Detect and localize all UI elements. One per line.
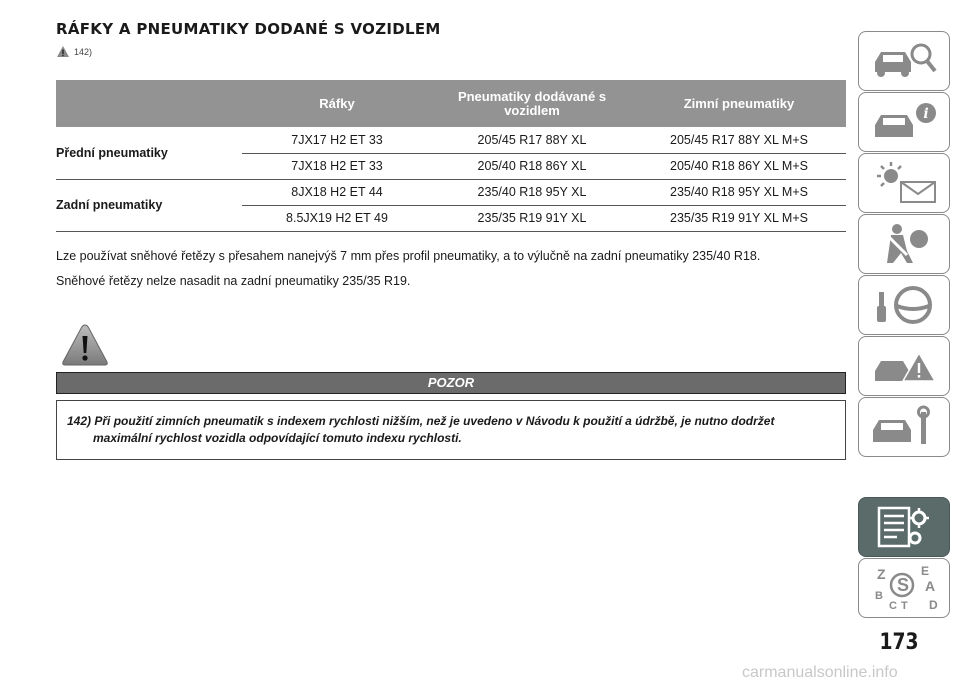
svg-text:D: D xyxy=(929,598,938,612)
svg-text:A: A xyxy=(925,578,936,594)
warning-box xyxy=(56,400,846,460)
page-title: RÁFKY A PNEUMATIKY DODANÉ S VOZIDLEM xyxy=(56,20,441,38)
svg-text:C: C xyxy=(889,600,897,612)
warning-triangle-icon xyxy=(60,322,110,368)
car-search-icon xyxy=(867,38,941,84)
chapter-tab-maintenance[interactable] xyxy=(858,397,950,457)
note-reference-number: 142) xyxy=(74,46,93,57)
note-reference xyxy=(56,45,92,58)
svg-text:B: B xyxy=(875,590,883,602)
table-cell: 8.5JX19 H2 ET 49 xyxy=(242,205,432,231)
table-cell: 205/45 R17 88Y XL M+S xyxy=(632,127,846,153)
warning-small-icon xyxy=(56,45,70,58)
chapter-tab-index[interactable] xyxy=(858,558,950,618)
chapter-tab-airbag[interactable] xyxy=(858,214,950,274)
chapter-tab-car-info[interactable] xyxy=(858,92,950,152)
table-header-empty xyxy=(56,80,242,127)
table-cell: 235/40 R18 95Y XL M+S xyxy=(632,179,846,205)
page-number: 173 xyxy=(879,630,919,655)
snow-chains-paragraph: Lze používat sněhové řetězy s přesahem nanejvýš 7 mm přes profil pneumatiky, a to výlučně na zadní pneumatiky 235/40 R18. xyxy=(56,249,761,263)
warning-heading: POZOR xyxy=(56,372,846,394)
technical-data-icon xyxy=(867,504,941,550)
watermark: carmanualsonline.info xyxy=(742,664,898,681)
chapter-tab-breakdown[interactable] xyxy=(858,336,950,396)
car-maintenance-icon xyxy=(867,404,941,450)
alphabetical-index-icon xyxy=(867,563,941,613)
table-cell: 235/40 R18 95Y XL xyxy=(432,179,632,205)
car-breakdown-icon xyxy=(867,343,941,389)
svg-text:T: T xyxy=(901,600,908,612)
row-label-front: Přední pneumatiky xyxy=(56,127,242,179)
table-header-winter-tyres: Zimní pneumatiky xyxy=(632,80,846,127)
table-row xyxy=(56,179,846,205)
table-header-rims: Ráfky xyxy=(242,80,432,127)
rims-tyres-table xyxy=(56,80,846,232)
svg-text:Z: Z xyxy=(877,566,886,582)
steering-wheel-icon xyxy=(867,282,941,328)
airbag-safety-icon xyxy=(867,221,941,267)
table-header-row xyxy=(56,80,846,127)
chapter-tab-steering[interactable] xyxy=(858,275,950,335)
snow-chains-restriction-paragraph: Sněhové řetězy nelze nasadit na zadní pneumatiky 235/35 R19. xyxy=(56,274,411,288)
table-header-supplied-tyres: Pneumatiky dodávané s vozidlem xyxy=(432,80,632,127)
table-cell: 235/35 R19 91Y XL xyxy=(432,205,632,231)
chapter-tab-car-search[interactable] xyxy=(858,31,950,91)
table-cell: 235/35 R19 91Y XL M+S xyxy=(632,205,846,231)
svg-text:S: S xyxy=(897,575,910,595)
row-label-rear: Zadní pneumatiky xyxy=(56,179,242,231)
car-info-icon xyxy=(867,99,941,145)
chapter-tab-warning-lights[interactable] xyxy=(858,153,950,213)
chapter-tab-technical-data[interactable] xyxy=(858,497,950,557)
svg-text:i: i xyxy=(923,106,929,122)
table-cell: 7JX17 H2 ET 33 xyxy=(242,127,432,153)
svg-text:E: E xyxy=(921,564,930,578)
table-cell: 7JX18 H2 ET 33 xyxy=(242,153,432,179)
table-row xyxy=(56,127,846,153)
warning-lights-icon xyxy=(867,160,941,206)
table-cell: 8JX18 H2 ET 44 xyxy=(242,179,432,205)
table-cell: 205/45 R17 88Y XL xyxy=(432,127,632,153)
table-cell: 205/40 R18 86Y XL xyxy=(432,153,632,179)
table-cell: 205/40 R18 86Y XL M+S xyxy=(632,153,846,179)
warning-text: 142) Při použití zimních pneumatik s indexem rychlosti nižším, než je uvedeno v Návodu k použití a údržbě, je nutno dodržet maximální rychlost vozidla odpovídající tomuto indexu rychlosti. xyxy=(67,414,775,445)
